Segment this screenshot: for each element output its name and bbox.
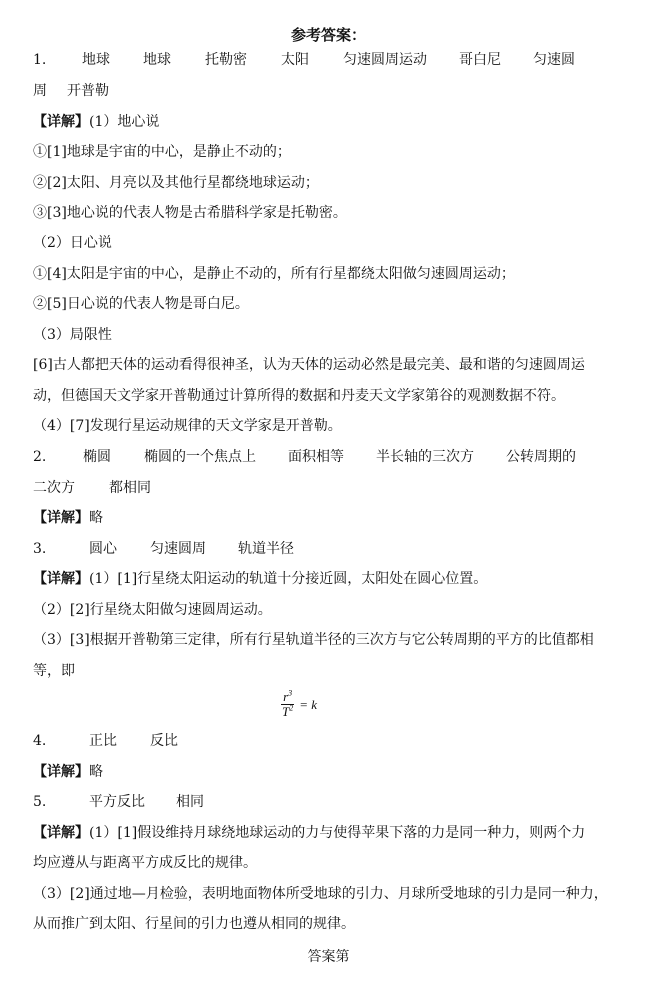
q5-detail-line-3: （3）[2]通过地—月检验，表明地面物体所受地球的引力、月球所受地球的引力是同一种力， (33, 886, 608, 902)
q1-answer-7: 匀速圆 (533, 52, 575, 68)
q1-detail-line-11: （4）[7]发现行星运动规律的天文学家是开普勒。 (33, 418, 342, 434)
q3-answer-2: 匀速圆周 (150, 541, 206, 557)
page-footer: 答案第 (307, 949, 350, 965)
q4-detail-label: 【详解】 (33, 764, 89, 780)
formula-denominator: $T^2$ (282, 703, 294, 719)
q2-answer-2: 椭圆的一个焦点上 (144, 449, 256, 465)
q4-detail-line (33, 762, 633, 782)
q1-answer-2: 地球 (143, 52, 171, 68)
q4-detail-text: 略 (89, 764, 103, 780)
q4-number: 4. (33, 733, 47, 749)
page-title: 参考答案： (290, 26, 366, 44)
q2-answer-5-cont: 二次方 (33, 480, 75, 496)
q5-detail-label: 【详解】 (33, 825, 89, 841)
q1-detail-line-1 (33, 112, 633, 132)
q2-detail-text: 略 (89, 510, 103, 526)
q1-detail-line-9: [6]古人都把天体的运动看得很神圣，认为天体的运动必然是最完美、最和谐的匀速圆周运 (33, 357, 585, 373)
q3-detail-text: (1）[1]行星绕太阳运动的轨道十分接近圆，太阳处在圆心位置。 (89, 571, 488, 587)
q3-detail-line-2: （2）[2]行星绕太阳做匀速圆周运动。 (33, 602, 272, 618)
q5-detail-line-4: 从而推广到太阳、行星间的引力也遵从相同的规律。 (33, 916, 355, 932)
q4-answer-1: 正比 (89, 733, 117, 749)
q2-answer-4: 半长轴的三次方 (376, 449, 474, 465)
q2-answer-5: 公转周期的 (506, 449, 576, 465)
q1-answer-8: 开普勒 (67, 83, 109, 99)
formula-rhs: = k (299, 696, 318, 712)
q1-number: 1. (33, 52, 47, 68)
q1-detail-line-6: ①[4]太阳是宇宙的中心，是静止不动的，所有行星都绕太阳做匀速圆周运动； (33, 266, 515, 282)
q2-detail-label: 【详解】 (33, 510, 89, 526)
q4-answer-2: 反比 (150, 733, 178, 749)
q1-detail-line-8: （3）局限性 (33, 327, 112, 343)
q1-answer-7-cont: 周 (33, 83, 47, 99)
q3-detail-line-1 (33, 569, 633, 589)
q5-answer-2: 相同 (176, 794, 204, 810)
q2-answer-1: 椭圆 (83, 449, 111, 465)
q3-answer-3: 轨道半径 (238, 541, 294, 557)
q1-answer-1: 地球 (82, 52, 110, 68)
kepler-third-law-formula (280, 690, 317, 719)
q1-answer-6: 哥白尼 (459, 52, 501, 68)
q2-answer-6: 都相同 (109, 480, 151, 496)
q1-detail-text: (1）地心说 (89, 114, 160, 130)
q1-detail-label: 【详解】 (33, 114, 89, 130)
q1-detail-line-3: ②[2]太阳、月亮以及其他行星都绕地球运动； (33, 175, 319, 191)
q2-answer-3: 面积相等 (288, 449, 344, 465)
q1-detail-line-5: （2）日心说 (33, 235, 112, 251)
q3-number: 3. (33, 541, 47, 557)
q1-detail-line-7: ②[5]日心说的代表人物是哥白尼。 (33, 296, 249, 312)
q1-answer-5: 匀速圆周运动 (343, 52, 427, 68)
q1-detail-line-10: 动，但德国天文学家开普勒通过计算所得的数据和丹麦天文学家第谷的观测数据不符。 (33, 388, 565, 404)
q2-detail-line (33, 508, 633, 528)
q1-detail-line-4: ③[3]地心说的代表人物是古希腊科学家是托勒密。 (33, 205, 347, 221)
q1-answer-3: 托勒密 (205, 52, 247, 68)
q3-detail-line-3: （3）[3]根据开普勒第三定律，所有行星轨道半径的三次方与它公转周期的平方的比值都相 (33, 632, 594, 648)
q5-number: 5. (33, 794, 47, 810)
q1-answer-4: 太阳 (281, 52, 309, 68)
q3-detail-line-4: 等，即 (33, 663, 75, 679)
q5-detail-line-2: 均应遵从与距离平方成反比的规律。 (33, 855, 257, 871)
q3-answer-1: 圆心 (89, 541, 117, 557)
q3-detail-label: 【详解】 (33, 571, 89, 587)
q1-detail-line-2: ①[1]地球是宇宙的中心，是静止不动的； (33, 144, 291, 160)
q5-detail-line-1 (33, 823, 633, 843)
formula-fraction (280, 690, 295, 719)
q5-detail-text: (1）[1]假设维持月球绕地球运动的力与使得苹果下落的力是同一种力，则两个力 (89, 825, 586, 841)
q5-answer-1: 平方反比 (89, 794, 145, 810)
formula-numerator: $r^3$ (283, 688, 293, 704)
q2-number: 2. (33, 449, 47, 465)
